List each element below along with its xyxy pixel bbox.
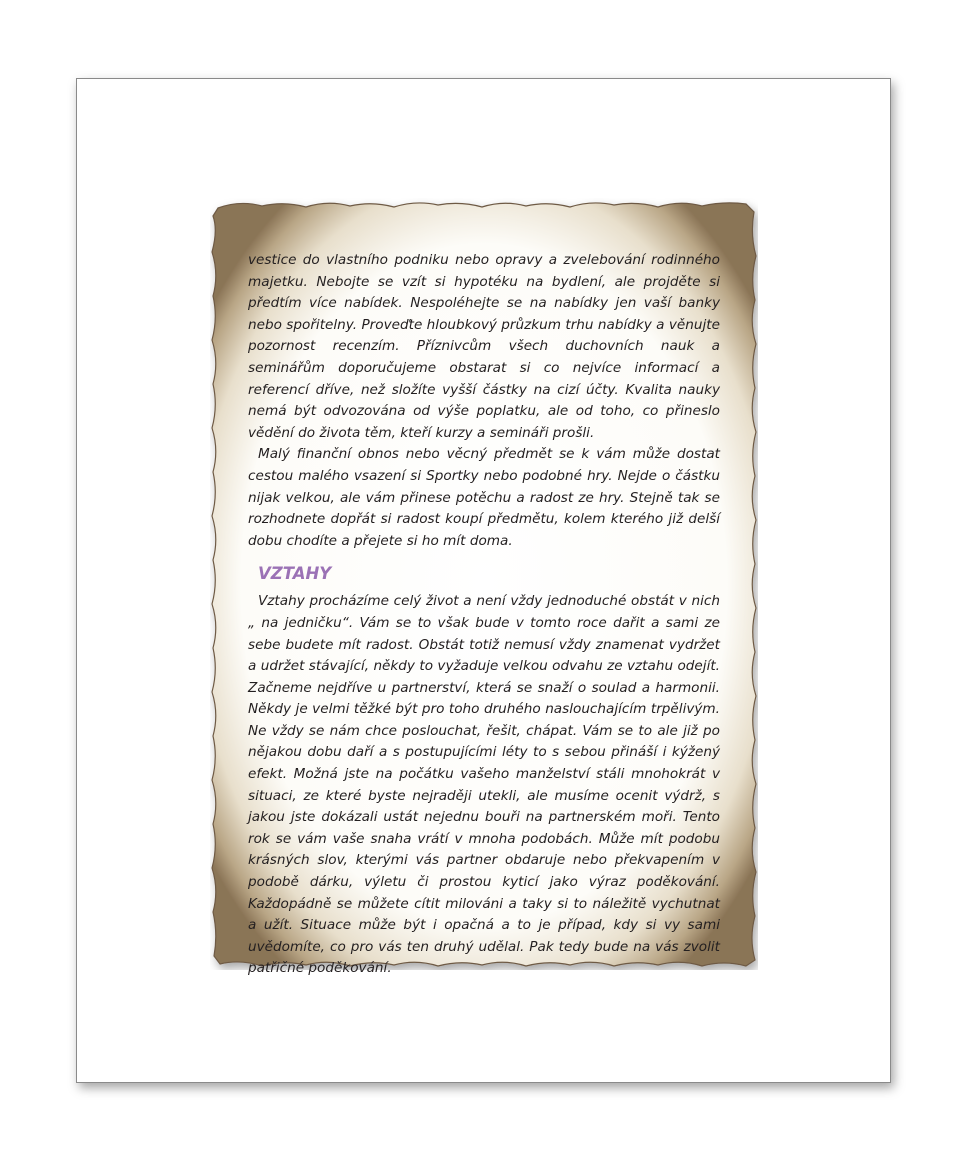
paragraph-finance-luck: Malý finanční obnos nebo věcný předmět se k vám může dostat cestou malého vsazení si Sportky nebo podobné hry. Nejde o částku nijak velkou, ale vám přinese potěchu a radost ze hry. Stejně tak se rozhodnete dopřát si radost koupí předmětu, kolem kterého již delší dobu chodíte a přejete si ho mít doma. bbox=[248, 446, 720, 549]
section-heading: VZTAHY bbox=[258, 564, 332, 584]
body-text bbox=[248, 250, 720, 980]
paragraph-relationships: Vztahy procházíme celý život a není vždy jednoduché obstát v nich „ na jedničku“. Vám se to však bude v tomto roce dařit a sami ze sebe budete mít radost. Obstát totiž nemusí vždy znamenat vydržet a udržet stávající, někdy to vyžaduje velkou odvahu ze vztahu odejít. Začneme nejdříve u partnerství, která se snaží o soulad a harmonii. Někdy je velmi těžké být pro toho druhého naslouchajícím trpělivým. Ne vždy se nám chce poslouchat, řešit, chápat. Vám se to ale již po nějakou dobu daří a s postupujícími léty to s sebou přináší i kýžený efekt. Možná jste na počátku vašeho manželství stáli mnohokrát v situaci, ze které byste nejraději utekli, ale musíme ocenit výdrž, s jakou jste dokázali ustát nejednu bouři na partnerském moři. Tento rok se vám vaše snaha vrátí v mnoha podobách. Může mít podobu krásných slov, kterými vás partner obdaruje nebo překvapením v podobě dárku, výletu či prostou kyticí jako výraz poděkování. Každopádně se můžete cítit milováni a taky si to náležitě vychutnat a užít. Situace může být i opačná a to je případ, kdy si vy sami uvědomíte, co pro vás ten druhý udělal. Pak tedy bude na vás zvolit patřičné poděkování. bbox=[248, 593, 720, 977]
paragraph-finance-continued: vestice do vlastního podniku nebo opravy a zvelebování rodinného majetku. Nebojte se vzít si hypotéku na bydlení, ale projděte si předtím více nabídek. Nespoléhejte se na nabídky jen vaší banky nebo spořitelny. Proveďte hloubkový průzkum trhu nabídky a věnujte pozornost recenzím. Příznivcům všech duchovních nauk a seminářům doporučujeme obstarat si co nejvíce informací a referencí dříve, než složíte vyšší částky na cizí účty. Kvalita nauky nemá být odvozována od výše poplatku, ale od toho, co přineslo vědění do života těm, kteří kurzy a semináři prošli. bbox=[248, 252, 720, 441]
